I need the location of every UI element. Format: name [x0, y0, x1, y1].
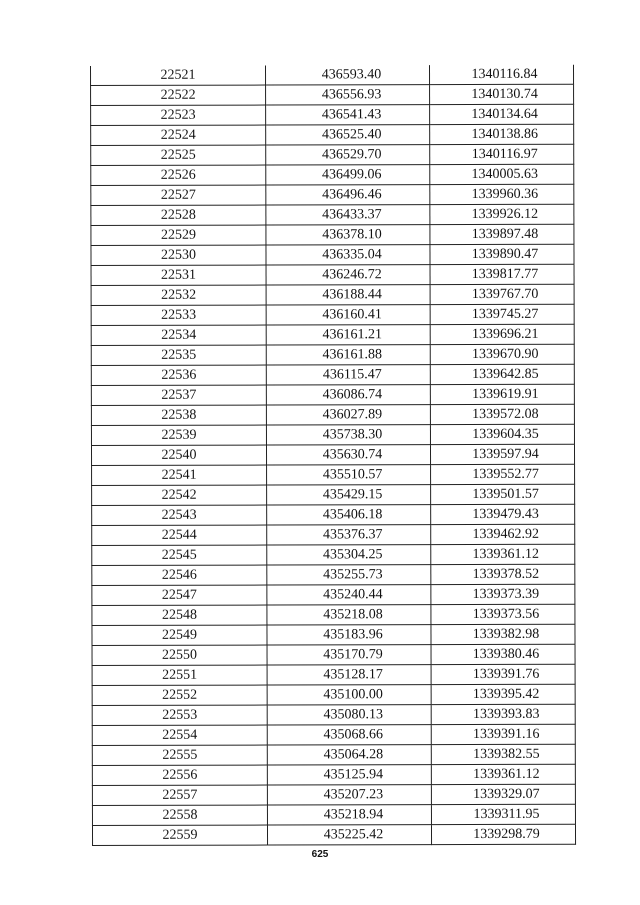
- point-id-cell: 22524: [91, 125, 266, 145]
- point-id-cell: 22533: [91, 305, 266, 325]
- point-id-cell: 22536: [91, 365, 266, 385]
- point-id-cell: 22539: [91, 425, 266, 445]
- x-coordinate-cell: 435128.17: [267, 665, 431, 685]
- table-row: [92, 524, 575, 545]
- table-row: [92, 604, 575, 625]
- table-row: [92, 624, 575, 645]
- x-coordinate-cell: 436115.47: [266, 365, 430, 385]
- y-coordinate-cell: 1339604.35: [430, 424, 574, 444]
- table-row: [92, 744, 575, 765]
- table-row: [91, 65, 574, 86]
- point-id-cell: 22521: [91, 66, 266, 86]
- y-coordinate-cell: 1339373.56: [431, 604, 575, 624]
- y-coordinate-cell: 1339395.42: [431, 684, 575, 704]
- x-coordinate-cell: 436161.21: [266, 325, 430, 345]
- table-row: [92, 584, 575, 605]
- table-row: [91, 244, 574, 265]
- y-coordinate-cell: 1339298.79: [431, 824, 575, 844]
- point-id-cell: 22542: [92, 485, 267, 505]
- point-id-cell: 22559: [92, 825, 267, 845]
- point-id-cell: 22546: [92, 565, 267, 585]
- y-coordinate-cell: 1339382.55: [431, 744, 575, 764]
- table-row: [91, 204, 574, 225]
- x-coordinate-cell: 435183.96: [267, 625, 431, 645]
- x-coordinate-cell: 436529.70: [266, 145, 430, 165]
- point-id-cell: 22523: [91, 105, 266, 125]
- x-coordinate-cell: 436593.40: [265, 65, 429, 85]
- point-id-cell: 22555: [92, 745, 267, 765]
- point-id-cell: 22549: [92, 625, 267, 645]
- point-id-cell: 22540: [91, 445, 266, 465]
- y-coordinate-cell: 1340116.97: [430, 144, 574, 164]
- y-coordinate-cell: 1339745.27: [430, 304, 574, 324]
- x-coordinate-cell: 435218.94: [267, 805, 431, 825]
- table-row: [91, 444, 574, 465]
- y-coordinate-cell: 1339572.08: [430, 404, 574, 424]
- point-id-cell: 22537: [91, 385, 266, 405]
- point-id-cell: 22545: [92, 545, 267, 565]
- x-coordinate-cell: 436378.10: [266, 225, 430, 245]
- table-row: [91, 424, 574, 445]
- table-row: [92, 724, 575, 745]
- table-row: [92, 644, 575, 665]
- table-row: [92, 704, 575, 725]
- y-coordinate-cell: 1340138.86: [430, 124, 574, 144]
- page-number: 625: [311, 849, 329, 860]
- coordinates-table: [90, 65, 576, 846]
- point-id-cell: 22532: [91, 285, 266, 305]
- y-coordinate-cell: 1339960.36: [430, 184, 574, 204]
- point-id-cell: 22557: [92, 785, 267, 805]
- point-id-cell: 22552: [92, 685, 267, 705]
- y-coordinate-cell: 1339817.77: [430, 264, 574, 284]
- x-coordinate-cell: 436246.72: [266, 265, 430, 285]
- point-id-cell: 22531: [91, 265, 266, 285]
- table-row: [92, 544, 575, 565]
- y-coordinate-cell: 1339311.95: [431, 804, 575, 824]
- x-coordinate-cell: 435630.74: [266, 445, 430, 465]
- point-id-cell: 22550: [92, 645, 267, 665]
- table-row: [92, 684, 575, 705]
- y-coordinate-cell: 1339329.07: [431, 784, 575, 804]
- x-coordinate-cell: 436161.88: [266, 345, 430, 365]
- x-coordinate-cell: 435100.00: [267, 685, 431, 705]
- x-coordinate-cell: 435170.79: [267, 645, 431, 665]
- x-coordinate-cell: 435510.57: [267, 465, 431, 485]
- table-row: [91, 344, 574, 365]
- y-coordinate-cell: 1339378.52: [431, 564, 575, 584]
- y-coordinate-cell: 1339926.12: [430, 204, 574, 224]
- x-coordinate-cell: 436433.37: [266, 205, 430, 225]
- y-coordinate-cell: 1340130.74: [430, 84, 574, 104]
- y-coordinate-cell: 1339391.16: [431, 724, 575, 744]
- point-id-cell: 22528: [91, 205, 266, 225]
- x-coordinate-cell: 436086.74: [266, 385, 430, 405]
- x-coordinate-cell: 435125.94: [267, 765, 431, 785]
- x-coordinate-cell: 436027.89: [266, 405, 430, 425]
- x-coordinate-cell: 435068.66: [267, 725, 431, 745]
- point-id-cell: 22534: [91, 325, 266, 345]
- point-id-cell: 22527: [91, 185, 266, 205]
- x-coordinate-cell: 436499.06: [266, 165, 430, 185]
- coordinates-table-body: [91, 65, 576, 846]
- table-row: [91, 384, 574, 405]
- x-coordinate-cell: 436525.40: [266, 125, 430, 145]
- point-id-cell: 22548: [92, 605, 267, 625]
- y-coordinate-cell: 1339382.98: [431, 624, 575, 644]
- y-coordinate-cell: 1340005.63: [430, 164, 574, 184]
- point-id-cell: 22547: [92, 585, 267, 605]
- point-id-cell: 22522: [91, 85, 266, 105]
- x-coordinate-cell: 435240.44: [267, 585, 431, 605]
- y-coordinate-cell: 1339393.83: [431, 704, 575, 724]
- table-row: [92, 504, 575, 525]
- table-row: [91, 284, 574, 305]
- table-row: [91, 264, 574, 285]
- table-row: [92, 824, 575, 845]
- table-row: [92, 764, 575, 785]
- y-coordinate-cell: 1339642.85: [430, 364, 574, 384]
- point-id-cell: 22535: [91, 345, 266, 365]
- y-coordinate-cell: 1339361.12: [431, 544, 575, 564]
- point-id-cell: 22544: [92, 525, 267, 545]
- y-coordinate-cell: 1339767.70: [430, 284, 574, 304]
- y-coordinate-cell: 1339670.90: [430, 344, 574, 364]
- point-id-cell: 22538: [91, 405, 266, 425]
- point-id-cell: 22551: [92, 665, 267, 685]
- x-coordinate-cell: 436496.46: [266, 185, 430, 205]
- y-coordinate-cell: 1339619.91: [430, 384, 574, 404]
- y-coordinate-cell: 1339552.77: [431, 464, 575, 484]
- table-row: [92, 804, 575, 825]
- x-coordinate-cell: 435255.73: [267, 565, 431, 585]
- x-coordinate-cell: 436556.93: [266, 85, 430, 105]
- y-coordinate-cell: 1339696.21: [430, 324, 574, 344]
- table-row: [92, 784, 575, 805]
- table-row: [91, 224, 574, 245]
- table-row: [91, 124, 574, 145]
- table-row: [92, 564, 575, 585]
- point-id-cell: 22543: [92, 505, 267, 525]
- x-coordinate-cell: 435376.37: [267, 525, 431, 545]
- table-row: [91, 164, 574, 185]
- point-id-cell: 22525: [91, 145, 266, 165]
- table-row: [91, 364, 574, 385]
- y-coordinate-cell: 1339462.92: [431, 524, 575, 544]
- point-id-cell: 22541: [92, 465, 267, 485]
- y-coordinate-cell: 1339373.39: [431, 584, 575, 604]
- table-row: [91, 104, 574, 125]
- table-row: [91, 184, 574, 205]
- table-row: [91, 404, 574, 425]
- x-coordinate-cell: 436160.41: [266, 305, 430, 325]
- x-coordinate-cell: 435218.08: [267, 605, 431, 625]
- x-coordinate-cell: 436541.43: [266, 105, 430, 125]
- table-row: [91, 304, 574, 325]
- point-id-cell: 22556: [92, 765, 267, 785]
- y-coordinate-cell: 1339380.46: [431, 644, 575, 664]
- point-id-cell: 22554: [92, 725, 267, 745]
- y-coordinate-cell: 1339597.94: [430, 444, 574, 464]
- point-id-cell: 22529: [91, 225, 266, 245]
- x-coordinate-cell: 435080.13: [267, 705, 431, 725]
- x-coordinate-cell: 435429.15: [267, 485, 431, 505]
- table-row: [91, 144, 574, 165]
- y-coordinate-cell: 1339890.47: [430, 244, 574, 264]
- point-id-cell: 22526: [91, 165, 266, 185]
- y-coordinate-cell: 1340116.84: [429, 65, 573, 85]
- x-coordinate-cell: 435064.28: [267, 745, 431, 765]
- y-coordinate-cell: 1339391.76: [431, 664, 575, 684]
- y-coordinate-cell: 1339501.57: [431, 484, 575, 504]
- y-coordinate-cell: 1339479.43: [431, 504, 575, 524]
- x-coordinate-cell: 435207.23: [267, 785, 431, 805]
- y-coordinate-cell: 1339361.12: [431, 764, 575, 784]
- x-coordinate-cell: 435738.30: [266, 425, 430, 445]
- point-id-cell: 22530: [91, 245, 266, 265]
- x-coordinate-cell: 436335.04: [266, 245, 430, 265]
- x-coordinate-cell: 435406.18: [267, 505, 431, 525]
- x-coordinate-cell: 435304.25: [267, 545, 431, 565]
- point-id-cell: 22553: [92, 705, 267, 725]
- y-coordinate-cell: 1339897.48: [430, 224, 574, 244]
- table-row: [92, 484, 575, 505]
- table-row: [92, 464, 575, 485]
- y-coordinate-cell: 1340134.64: [430, 104, 574, 124]
- table-row: [91, 324, 574, 345]
- x-coordinate-cell: 436188.44: [266, 285, 430, 305]
- table-row: [91, 84, 574, 105]
- table-row: [92, 664, 575, 685]
- point-id-cell: 22558: [92, 805, 267, 825]
- x-coordinate-cell: 435225.42: [267, 825, 431, 845]
